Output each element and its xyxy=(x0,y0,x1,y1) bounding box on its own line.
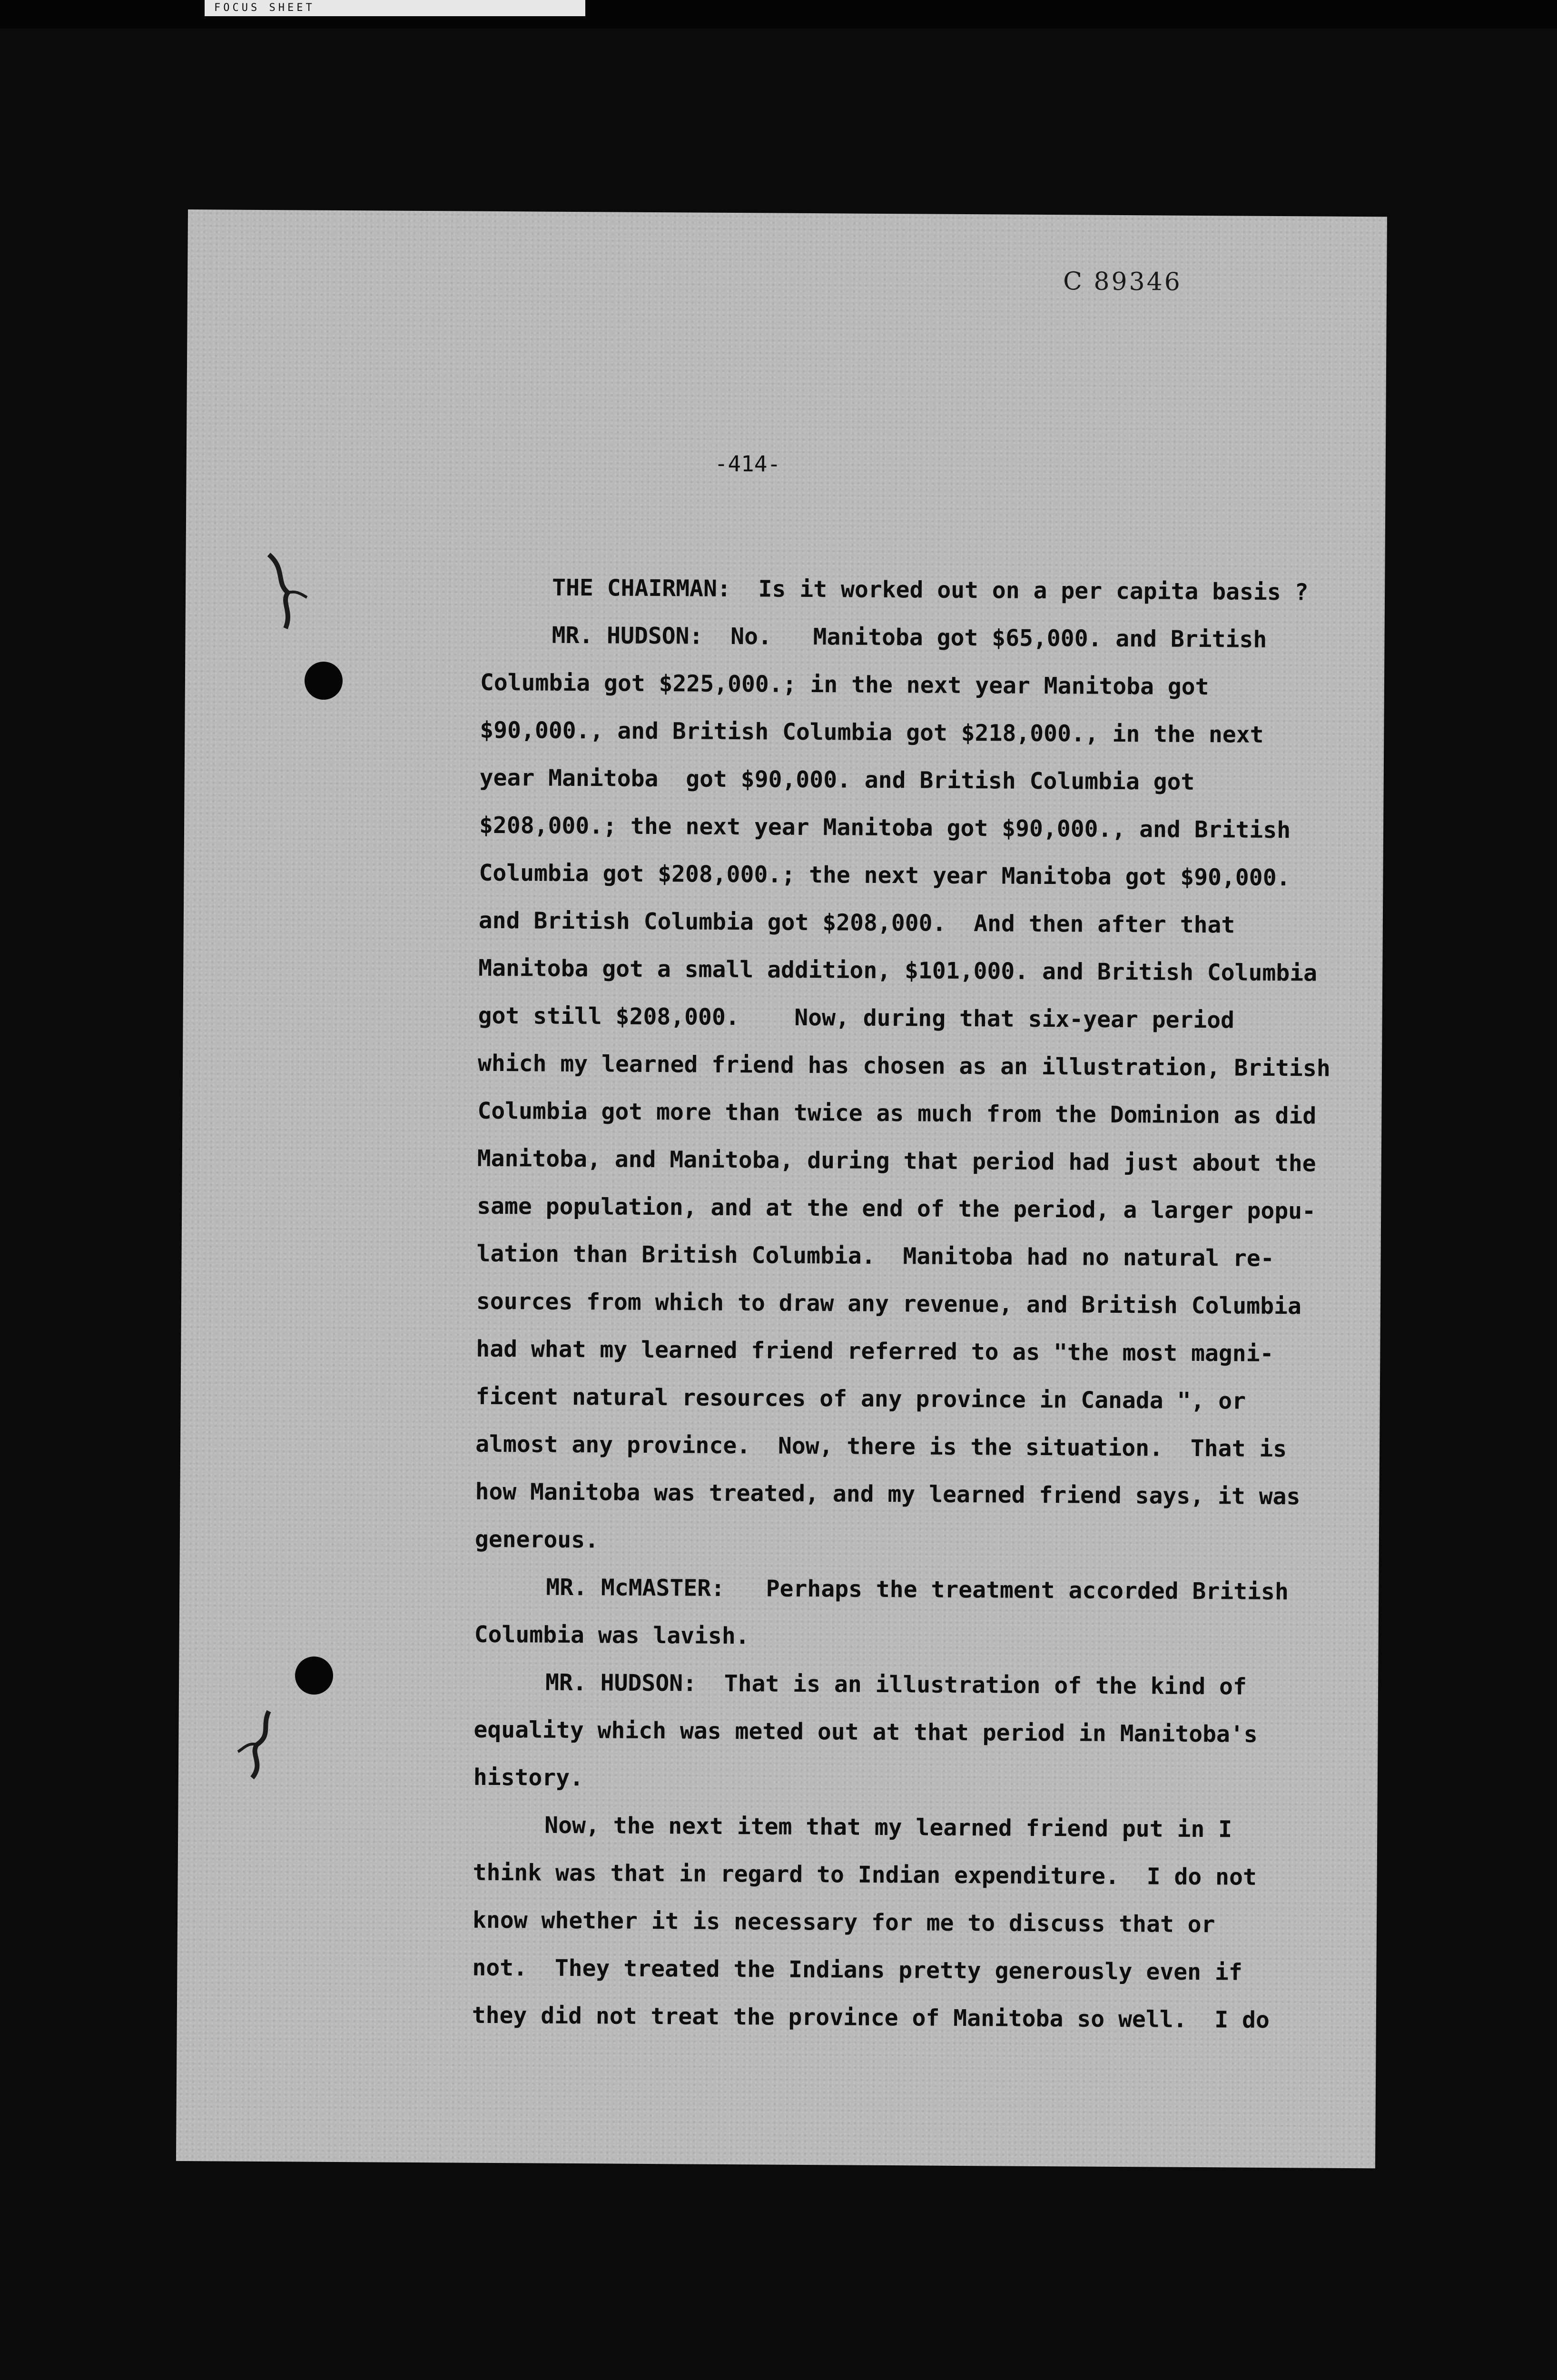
document-line: Now, the next item that my learned friend put in I xyxy=(544,1812,1232,1843)
document-line: $208,000.; the next year Manitoba got $90,000., and British xyxy=(479,812,1291,844)
document-page xyxy=(176,209,1387,2168)
document-line: Columbia got $208,000.; the next year Manitoba got $90,000. xyxy=(479,859,1291,892)
tear-mark-top xyxy=(259,550,312,631)
document-line: not. They treated the Indians pretty generously even if xyxy=(472,1954,1242,1986)
document-line: sources from which to draw any revenue, and British Columbia xyxy=(476,1288,1302,1320)
document-line: almost any province. Now, there is the situation. That is xyxy=(475,1430,1287,1463)
tear-mark-bottom xyxy=(233,1706,286,1787)
document-line: how Manitoba was treated, and my learned friend says, it was xyxy=(475,1478,1301,1510)
document-line: equality which was meted out at that period in Manitoba's xyxy=(473,1716,1258,1748)
document-line: $90,000., and British Columbia got $218,000., in the next xyxy=(480,716,1264,748)
document-line: year Manitoba got $90,000. and British Columbia got xyxy=(479,764,1195,795)
document-line: MR. HUDSON: No. Manitoba got $65,000. and British xyxy=(552,622,1267,653)
document-line: know whether it is necessary for me to discuss that or xyxy=(472,1906,1215,1938)
document-body xyxy=(472,564,1376,2044)
document-line: ficent natural resources of any province in Canada ", or xyxy=(475,1383,1246,1415)
document-line: they did not treat the province of Manitoba so well. I do xyxy=(472,2002,1270,2033)
document-line: think was that in regard to Indian expenditure. I do not xyxy=(473,1859,1257,1891)
document-line: MR. McMASTER: Perhaps the treatment accorded British xyxy=(546,1574,1289,1606)
page-number: -414- xyxy=(714,450,781,477)
document-line: generous. xyxy=(474,1526,599,1554)
document-line: lation than British Columbia. Manitoba had no natural re- xyxy=(476,1240,1274,1272)
document-line: had what my learned friend referred to as "the most magni- xyxy=(476,1335,1274,1367)
document-line: Columbia got $225,000.; in the next year Manitoba got xyxy=(480,669,1209,701)
document-line: which my learned friend has chosen as an illustration, British xyxy=(477,1050,1330,1082)
document-line: same population, and at the end of the period, a larger popu- xyxy=(477,1192,1316,1225)
punch-hole-bottom xyxy=(295,1656,333,1695)
document-line: Columbia got more than twice as much from the Dominion as did xyxy=(477,1097,1317,1130)
document-line: Columbia was lavish. xyxy=(474,1621,749,1650)
document-line: MR. HUDSON: That is an illustration of the kind of xyxy=(545,1669,1247,1700)
film-strip-top xyxy=(0,0,1557,29)
punch-hole-top xyxy=(305,662,343,700)
document-line: got still $208,000. Now, during that six-year period xyxy=(478,1002,1235,1034)
document-line: THE CHAIRMAN: Is it worked out on a per capita basis ? xyxy=(552,574,1309,606)
document-number: C 89346 xyxy=(1063,267,1183,297)
document-line: and British Columbia got $208,000. And then after that xyxy=(478,907,1235,939)
film-label: FOCUS SHEET xyxy=(205,0,585,16)
document-line: Manitoba got a small addition, $101,000. and British Columbia xyxy=(478,954,1318,987)
document-line: history. xyxy=(473,1764,584,1792)
document-line: Manitoba, and Manitoba, during that period had just about the xyxy=(477,1145,1316,1177)
